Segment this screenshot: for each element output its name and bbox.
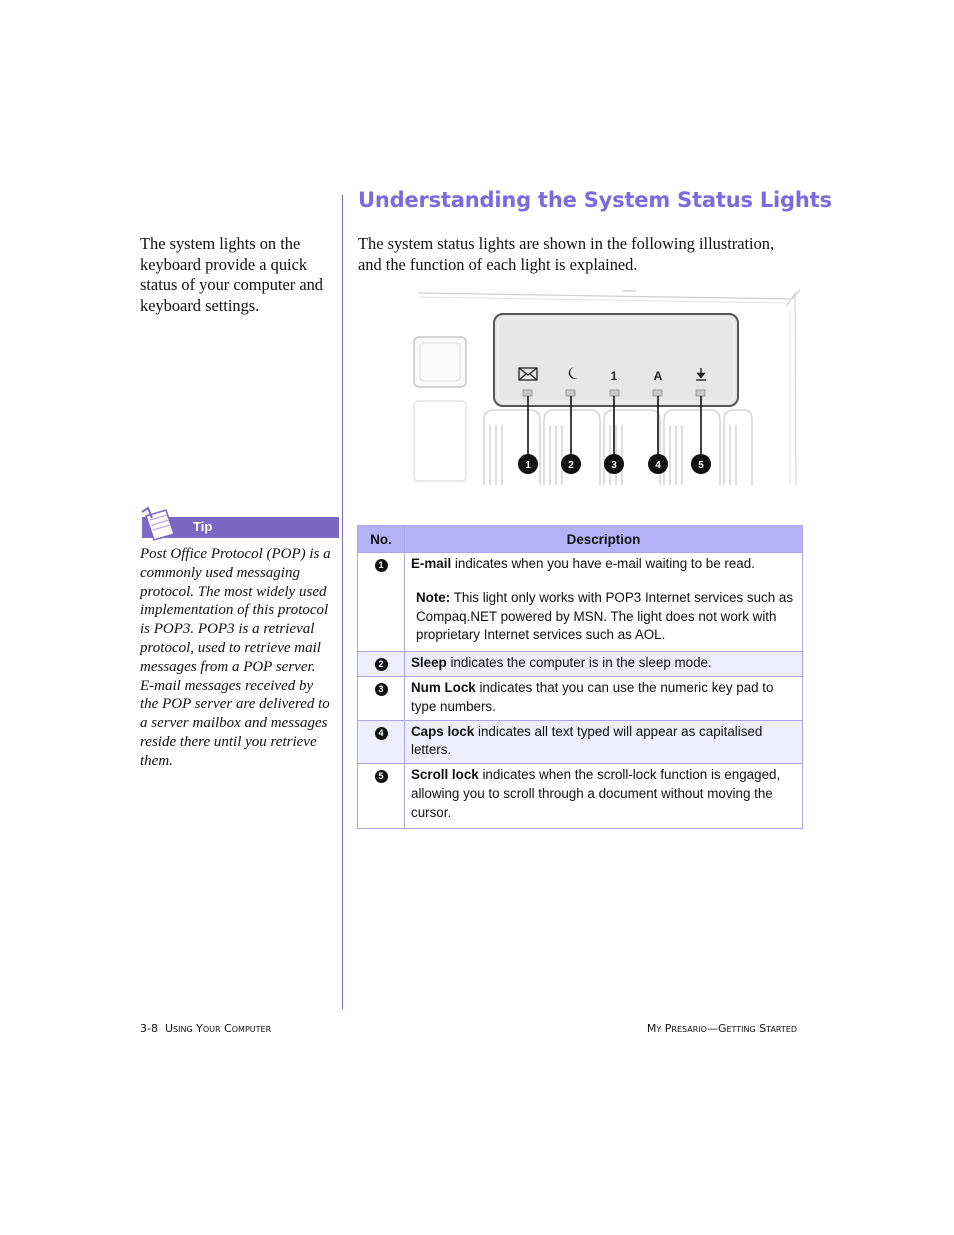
light-term: Sleep xyxy=(411,655,447,671)
light-description: indicates when the scroll-lock function is engaged, allowing you to scroll through a document without moving the cursor. xyxy=(411,767,781,820)
light-description: indicates the computer is in the sleep mode. xyxy=(446,655,712,671)
table-row xyxy=(358,676,803,720)
svg-text:5: 5 xyxy=(698,460,704,471)
note xyxy=(416,589,796,645)
column-header-description: Description xyxy=(405,526,803,553)
page-number: 3-8 xyxy=(140,1022,158,1035)
column-divider xyxy=(342,195,343,1009)
table-row xyxy=(358,720,803,764)
light-description: indicates that you can use the numeric key pad to type numbers. xyxy=(411,679,774,714)
note-label: Note: xyxy=(416,589,451,605)
svg-text:4: 4 xyxy=(655,460,661,471)
light-term: E-mail xyxy=(411,556,452,571)
row-number-badge: 5 xyxy=(375,770,388,783)
footer-section: Using Your Computer xyxy=(164,1022,272,1035)
light-description: indicates all text typed will appear as capitalised letters. xyxy=(411,723,763,758)
status-lights-illustration xyxy=(412,285,800,490)
tip-note-icon xyxy=(140,506,184,542)
caps-lock-symbol: A xyxy=(653,369,663,383)
row-number-badge: 3 xyxy=(375,683,388,696)
footer-book-title: My Presario—Getting Started xyxy=(646,1022,797,1035)
tip-text: Post Office Protocol (POP) is a commonly used messaging protocol. The most widely used implementation of this protocol is POP3. POP3 is a retrieval protocol, used to retrieve mail messages from a POP server. E-mail messages received by the POP server are delivered to a server mailbox and messages reside there until you retrieve them. xyxy=(140,546,331,769)
table-row xyxy=(358,652,803,677)
column-header-no: No. xyxy=(358,526,405,553)
table-row xyxy=(358,764,803,828)
intro-paragraph: The system status lights are shown in the following illustration, and the function of each light is explained. xyxy=(358,234,775,274)
footer-left xyxy=(140,1022,271,1035)
svg-text:2: 2 xyxy=(568,460,574,471)
table-header-row xyxy=(358,526,803,553)
status-lights-table xyxy=(357,525,803,829)
light-term: Num Lock xyxy=(411,679,476,695)
row-number-badge: 4 xyxy=(375,727,388,740)
row-number-badge: 2 xyxy=(375,658,388,671)
svg-text:1: 1 xyxy=(525,460,531,471)
num-lock-symbol: 1 xyxy=(610,369,618,383)
light-term: Caps lock xyxy=(411,723,475,739)
tip-label: Tip xyxy=(193,519,213,534)
sidebar-text: The system lights on the keyboard provide a quick status of your computer and keyboard settings. xyxy=(140,234,323,315)
svg-text:3: 3 xyxy=(611,460,617,471)
section-heading: Understanding the System Status Lights xyxy=(358,188,832,212)
row-number-badge: 1 xyxy=(375,559,388,572)
table-row xyxy=(358,553,803,652)
light-term: Scroll lock xyxy=(411,767,479,783)
keyboard-keys xyxy=(484,410,752,485)
note-text: This light only works with POP3 Internet services such as Compaq.NET powered by MSN. The light does not work with proprietary Internet services such as AOL. xyxy=(416,589,794,643)
light-description: indicates when you have e-mail waiting to be read. xyxy=(451,556,755,571)
